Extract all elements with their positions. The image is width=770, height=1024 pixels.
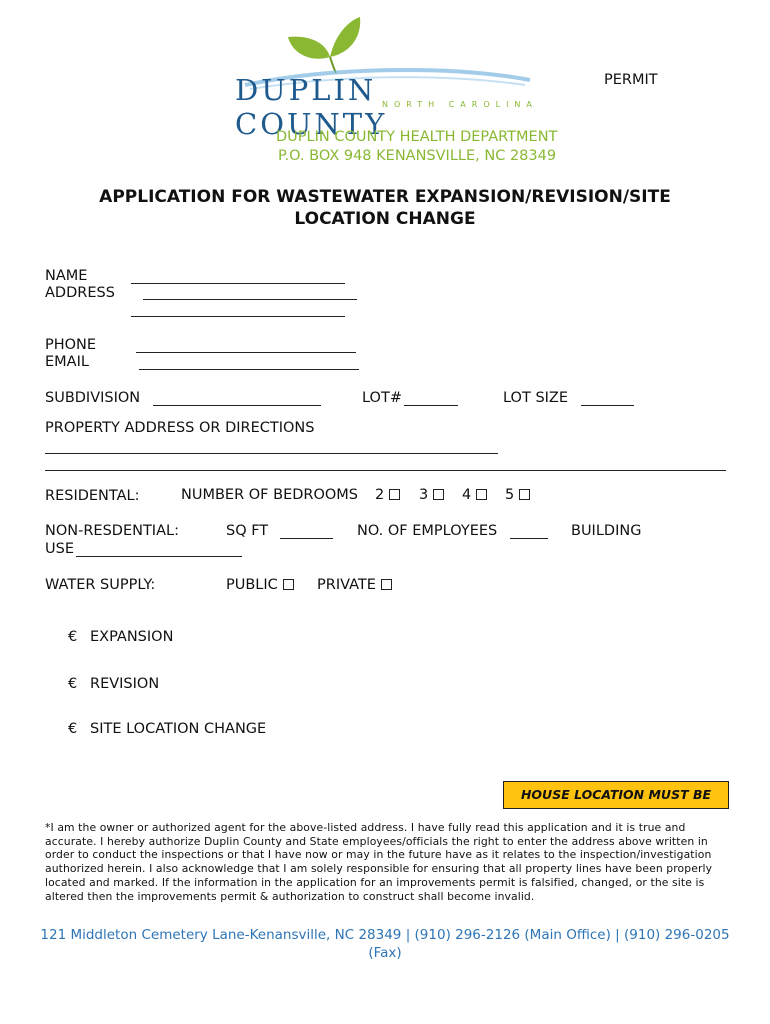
bedroom-option-2[interactable]: [375, 487, 400, 504]
nonresidential-label: NON-RESDENTIAL:: [45, 523, 179, 539]
email-field[interactable]: [139, 369, 359, 370]
building-label: BUILDING: [571, 523, 642, 539]
bedroom-2-checkbox[interactable]: [389, 489, 400, 500]
revision-label: REVISION: [90, 676, 160, 692]
lot-label: LOT#: [362, 390, 402, 406]
expansion-label: EXPANSION: [90, 629, 174, 645]
bedroom-2-label: 2: [375, 487, 385, 503]
subdivision-field[interactable]: [153, 405, 321, 406]
revision-checkbox[interactable]: €: [68, 676, 78, 692]
lot-field[interactable]: [404, 405, 458, 406]
property-field-1[interactable]: [45, 453, 498, 454]
bedroom-option-3[interactable]: [419, 487, 444, 504]
bedroom-5-checkbox[interactable]: [519, 489, 530, 500]
use-label: USE: [45, 541, 74, 557]
site-location-label: SITE LOCATION CHANGE: [90, 721, 267, 737]
site-location-checkbox[interactable]: €: [68, 721, 78, 737]
water-supply-label: WATER SUPPLY:: [45, 577, 156, 593]
house-location-notice: HOUSE LOCATION MUST BE: [503, 781, 729, 809]
address-label: ADDRESS: [45, 285, 115, 301]
department-name: DUPLIN COUNTY HEALTH DEPARTMENT: [276, 129, 558, 145]
site-location-option[interactable]: [68, 721, 266, 737]
private-checkbox[interactable]: [381, 579, 392, 590]
bedroom-4-label: 4: [462, 487, 472, 503]
bedroom-option-5[interactable]: [505, 487, 530, 504]
form-title-line1: APPLICATION FOR WASTEWATER EXPANSION/REVISION/SITE: [99, 187, 671, 207]
department-address: P.O. BOX 948 KENANSVILLE, NC 28349: [278, 148, 557, 164]
expansion-option[interactable]: [68, 629, 173, 645]
private-option[interactable]: [317, 577, 392, 594]
sqft-field[interactable]: [280, 538, 333, 539]
name-field[interactable]: [131, 283, 345, 284]
bedroom-5-label: 5: [505, 487, 515, 503]
property-label: PROPERTY ADDRESS OR DIRECTIONS: [45, 420, 315, 436]
public-checkbox[interactable]: [283, 579, 294, 590]
permit-label: PERMIT: [604, 72, 658, 88]
bedroom-3-label: 3: [419, 487, 429, 503]
bedroom-option-4[interactable]: [462, 487, 487, 504]
phone-label: PHONE: [45, 337, 97, 353]
public-label: PUBLIC: [226, 577, 278, 593]
sqft-label: SQ FT: [226, 523, 269, 539]
phone-field[interactable]: [136, 352, 356, 353]
lot-size-label: LOT SIZE: [503, 390, 569, 406]
residential-label: RESIDENTAL:: [45, 488, 140, 504]
email-label: EMAIL: [45, 354, 89, 370]
use-field[interactable]: [76, 556, 242, 557]
form-title-line2: LOCATION CHANGE: [294, 209, 476, 229]
property-field-2[interactable]: [45, 470, 726, 471]
address-field-1[interactable]: [143, 299, 357, 300]
address-field-2[interactable]: [131, 316, 345, 317]
employees-label: NO. OF EMPLOYEES: [357, 523, 498, 539]
public-option[interactable]: [226, 577, 294, 594]
name-label: NAME: [45, 268, 88, 284]
bedroom-3-checkbox[interactable]: [433, 489, 444, 500]
revision-option[interactable]: [68, 676, 159, 692]
logo-state-name: NORTH CAROLINA: [382, 100, 538, 109]
expansion-checkbox[interactable]: €: [68, 629, 78, 645]
employees-field[interactable]: [510, 538, 548, 539]
subdivision-label: SUBDIVISION: [45, 390, 141, 406]
logo-county-name: DUPLIN COUNTY: [235, 73, 388, 141]
lot-size-field[interactable]: [581, 405, 634, 406]
bedroom-4-checkbox[interactable]: [476, 489, 487, 500]
bedrooms-label: NUMBER OF BEDROOMS: [181, 487, 359, 503]
private-label: PRIVATE: [317, 577, 376, 593]
footer-contact: 121 Middleton Cemetery Lane-Kenansville, NC 28349 | (910) 296-2126 (Main Office) | (910) 296-0205 (Fax): [40, 927, 730, 961]
disclaimer-text: *I am the owner or authorized agent for the above-listed address. I have fully read this application and it is true and accurate. I hereby authorize Duplin County and State employees/officials the right to enter the address above written in order to conduct the inspections or that I have now or may in the future have as it relates to the inspection/investigation authorized herein. I also acknowledge that I am solely responsible for ensuring that all property lines have been properly located and marked. If the information in the application for an improvements permit is falsified, changed, or the site is altered then the improvements permit & authorization to construct shall become invalid.: [45, 821, 713, 903]
